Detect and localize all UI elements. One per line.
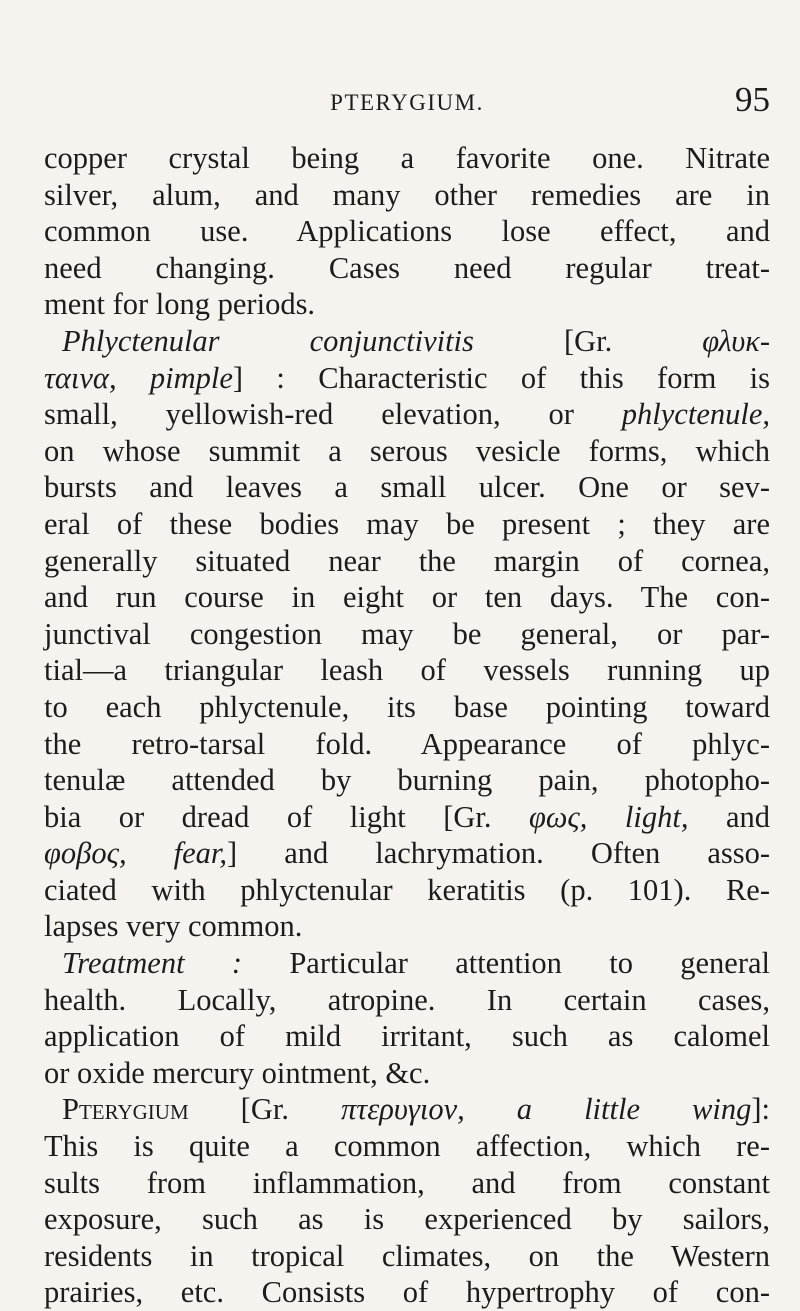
text-line: or oxide mercury ointment, &c. bbox=[44, 1055, 431, 1090]
text-fragment: small, yellowish-red elevation, or bbox=[44, 397, 622, 432]
text-line: the retro-tarsal fold. Appearance of phlyc- bbox=[44, 726, 770, 761]
text-line bbox=[44, 360, 770, 397]
text-line: ment for long periods. bbox=[44, 287, 316, 322]
text-line: need changing. Cases need regular treat- bbox=[44, 250, 770, 285]
text-line: health. Locally, atropine. In certain cases, bbox=[44, 982, 770, 1017]
greek-word: πτερυγιον, bbox=[341, 1092, 465, 1127]
gloss: light, bbox=[587, 799, 689, 834]
text-line bbox=[44, 945, 770, 982]
text-line: to each phlyctenule, its base pointing toward bbox=[44, 689, 770, 724]
text-line: This is quite a common affection, which re- bbox=[44, 1129, 770, 1164]
greek-word: φως, bbox=[529, 799, 588, 834]
greek-word: ταινα, bbox=[44, 360, 117, 395]
text-line: sults from inflammation, and from constant bbox=[44, 1165, 770, 1200]
page-header bbox=[44, 80, 770, 124]
text-line: silver, alum, and many other remedies are in bbox=[44, 177, 770, 212]
term-treatment: Treatment : bbox=[62, 946, 243, 981]
text-line: tial—a triangular leash of vessels running up bbox=[44, 653, 770, 688]
text-fragment: and bbox=[688, 799, 771, 834]
text-line: eral of these bodies may be present ; they are bbox=[44, 506, 770, 541]
text-fragment: ] and lachrymation. Often asso- bbox=[227, 836, 770, 871]
gloss: fear, bbox=[126, 836, 227, 871]
term-phlyctenular-conjunctivitis: Phlyctenular conjunctivitis bbox=[62, 323, 474, 358]
text-line bbox=[44, 835, 770, 872]
text-line bbox=[44, 1091, 770, 1128]
running-head: PTERYGIUM. bbox=[330, 90, 484, 115]
text-line bbox=[44, 323, 770, 360]
text-line bbox=[44, 799, 770, 836]
text-fragment: ] : Characteristic of this form is bbox=[232, 360, 770, 395]
gloss: pimple bbox=[116, 360, 233, 395]
text-line: residents in tropical climates, on the Western bbox=[44, 1238, 770, 1273]
text-line: bursts and leaves a small ulcer. One or sev- bbox=[44, 470, 770, 505]
text-line: common use. Applications lose effect, and bbox=[44, 214, 770, 249]
greek-word: φλυκ- bbox=[702, 323, 770, 358]
text-line: on whose summit a serous vesicle forms, which bbox=[44, 433, 770, 468]
text-line: copper crystal being a favorite one. Nitrate bbox=[44, 141, 770, 175]
text-fragment: [Gr. bbox=[188, 1092, 341, 1127]
text-line: generally situated near the margin of cornea, bbox=[44, 543, 770, 578]
greek-word: φοβος, bbox=[44, 836, 127, 871]
text-line: lapses very common. bbox=[44, 909, 303, 944]
text-line: junctival congestion may be general, or par- bbox=[44, 616, 770, 651]
text-line: application of mild irritant, such as calomel bbox=[44, 1019, 770, 1054]
text-line bbox=[44, 396, 770, 433]
body-text bbox=[44, 140, 770, 1311]
term-pterygium: Pterygium bbox=[62, 1092, 189, 1127]
text-line: and run course in eight or ten days. The con- bbox=[44, 580, 770, 615]
text-fragment: ]: bbox=[751, 1092, 770, 1127]
gloss: a little wing bbox=[464, 1092, 752, 1127]
page-number: 95 bbox=[735, 80, 770, 119]
term-phlyctenule: phlyctenule, bbox=[621, 397, 770, 432]
text-line: tenulæ attended by burning pain, photopho- bbox=[44, 763, 770, 798]
text-line: ciated with phlyctenular keratitis (p. 101). Re- bbox=[44, 872, 770, 907]
text-line: exposure, such as is experienced by sailors, bbox=[44, 1202, 770, 1237]
text-fragment: [Gr. bbox=[473, 323, 703, 358]
text-fragment: Particular attention to general bbox=[242, 946, 770, 981]
text-fragment: bia or dread of light [Gr. bbox=[44, 799, 529, 834]
text-line: prairies, etc. Consists of hypertrophy of con- bbox=[44, 1275, 770, 1310]
